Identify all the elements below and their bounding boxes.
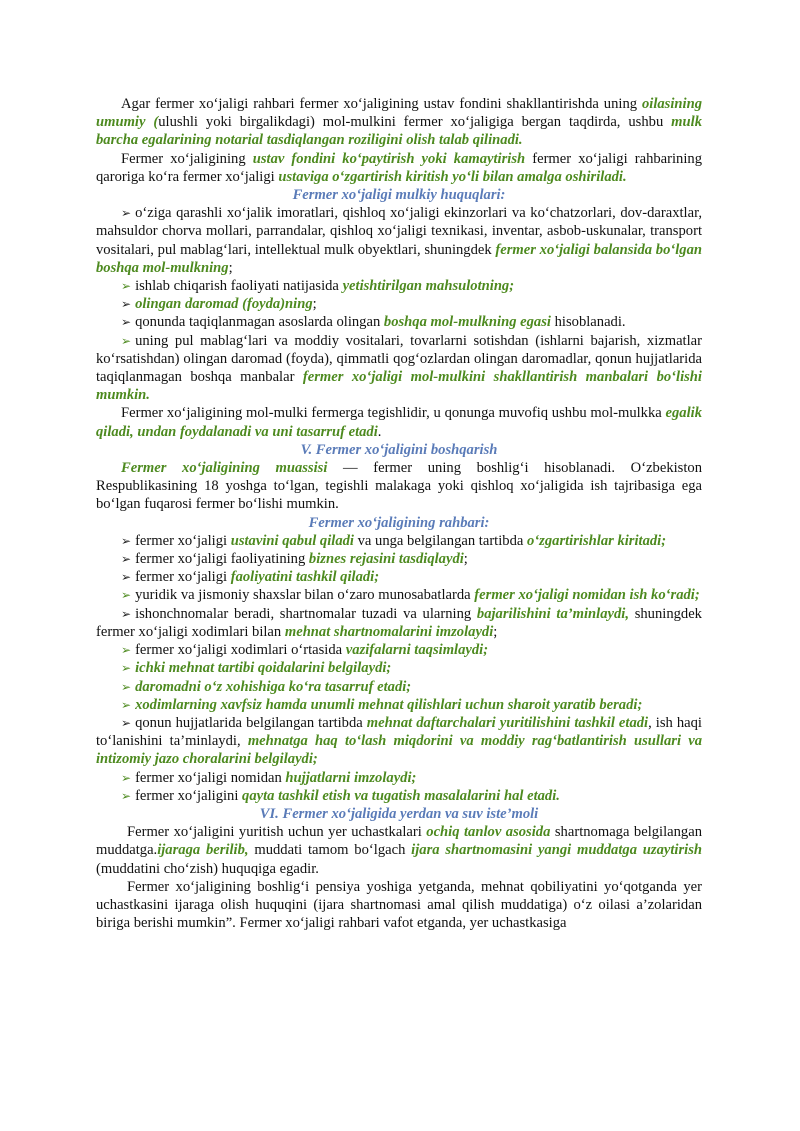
bullet-item [96, 532, 702, 550]
highlighted-phrase: Fermer xo‘jaligining muassisi [121, 460, 328, 477]
text-segment: Fermer xo‘jaligining [121, 150, 253, 167]
section-heading: Fermer xo‘jaligi mulkiy huquqlari: [292, 187, 506, 204]
bullet-item [96, 204, 702, 277]
section-heading: Fermer xo‘jaligining rahbari: [308, 514, 490, 531]
text-segment: ; [228, 259, 233, 276]
text-segment: Agar fermer xo‘jaligi rahbari fermer xo‘jaligining ustav fondini shakllantirishda uning [121, 96, 642, 112]
arrow-bullet-icon: ➢ [121, 297, 132, 312]
text-segment: fermer xo‘jaligi [135, 532, 231, 549]
text-segment: ; [312, 296, 317, 313]
highlighted-phrase: qayta tashkil etish va tugatish masalalarini hal etadi. [242, 787, 560, 804]
text-segment: — fermer uning boshlig‘i hisoblanadi. O‘zbekiston Respublikasining 18 yoshga to‘lgan, tegishli malakaga yoki qishloq xo‘jaligida ish tajribasiga ega bo‘lgan fuqarosi fermer bo‘lishi mumkin. [96, 460, 702, 513]
text-segment: fermer xo‘jaligi faoliyatining [135, 551, 309, 568]
text-segment: (muddatini cho‘zish) huquqiga egadir. [96, 860, 319, 877]
text-segment: ishlab chiqarish faoliyati natijasida [135, 278, 343, 295]
arrow-bullet-icon: ➢ [121, 206, 132, 221]
document-body [96, 95, 702, 932]
bullet-item [96, 313, 702, 331]
arrow-bullet-icon: ➢ [121, 643, 132, 658]
highlighted-phrase: ustavini qabul qiladi [230, 532, 354, 549]
highlighted-phrase: oilasining umumiy ( [96, 96, 702, 131]
highlighted-phrase: fermer xo‘jaligi balansida bo‘lgan boshqa mol-mulkning [96, 241, 703, 276]
text-segment: shuningdek fermer xo‘jaligi xodimlari bilan [96, 605, 702, 640]
text-segment: yuridik va jismoniy shaxslar bilan o‘zaro munosabatlarda [135, 587, 475, 604]
highlighted-phrase: vazifalarni taqsimlaydi; [345, 642, 489, 659]
arrow-bullet-icon: ➢ [121, 570, 132, 585]
bullet-item [96, 659, 702, 677]
highlighted-phrase: ijaraga berilib, [157, 842, 249, 859]
arrow-bullet-icon: ➢ [121, 333, 132, 348]
bullet-item [96, 277, 702, 295]
text-segment: ulushli yoki birgalikdagi) mol-mulkini fermer xo‘jaligiga bergan taqdirda, ushbu [158, 114, 672, 131]
arrow-bullet-icon: ➢ [121, 788, 132, 803]
highlighted-phrase: ichki mehnat tartibi qoidalarini belgilaydi; [135, 660, 392, 677]
highlighted-phrase: mehnat daftarchalari yuritilishini tashkil etadi [366, 714, 649, 731]
text-segment: Fermer xo‘jaligining mol-mulki fermerga tegishlidir, u qonunga muvofiq ushbu mol-mulkka [121, 405, 666, 422]
highlighted-phrase: egalik qiladi, undan foydalanadi va uni tasarruf etadi [96, 405, 702, 440]
bullet-item [96, 295, 702, 313]
bullet-item [96, 696, 702, 714]
highlighted-phrase: faoliyatini tashkil qiladi; [230, 569, 380, 586]
bullet-item [96, 714, 702, 769]
highlighted-phrase: ochiq tanlov asosida [426, 824, 551, 841]
body-paragraph [96, 95, 702, 150]
text-segment: muddati tamom bo‘lgach [248, 842, 412, 859]
text-segment: ; [493, 623, 498, 640]
text-segment: o‘ziga qarashli xo‘jalik imoratlari, qishloq xo‘jaligi ekinzorlari va ko‘chatzorlari, dov-daraxtlar, mahsuldor chorva mollari, parrandalar, qishloq xo‘jaligi texnikasi, inventar, asbob-uskunalar, transport vositalari, pul mablag‘lari, intellektual mulk obyektlari, shuningdek [96, 205, 702, 258]
bullet-item [96, 332, 702, 405]
arrow-bullet-icon: ➢ [121, 552, 132, 567]
highlighted-phrase: daromadni o‘z xohishiga ko‘ra tasarruf etadi; [135, 678, 412, 695]
body-paragraph [96, 878, 702, 933]
arrow-bullet-icon: ➢ [121, 679, 132, 694]
highlighted-phrase: mulk barcha egalarining notarial tasdiqlangan roziligini olish talab qilinadi. [96, 114, 702, 149]
arrow-bullet-icon: ➢ [121, 315, 132, 330]
arrow-bullet-icon: ➢ [121, 279, 132, 294]
bullet-item [96, 678, 702, 696]
text-segment: ; [463, 551, 468, 568]
text-segment: qonun hujjatlarida belgilangan tartibda [135, 714, 367, 731]
bullet-item [96, 586, 702, 604]
arrow-bullet-icon: ➢ [121, 715, 132, 730]
body-paragraph [96, 150, 702, 186]
section-heading: V. Fermer xo‘jaligini boshqarish [300, 441, 498, 458]
highlighted-phrase: ustav fondini ko‘paytirish yoki kamaytirish [252, 150, 526, 167]
text-segment: fermer xo‘jaligini [135, 787, 243, 804]
highlighted-phrase: biznes rejasini tasdiqlaydi [308, 551, 464, 568]
bullet-item [96, 568, 702, 586]
text-segment: fermer xo‘jaligi [135, 569, 231, 586]
text-segment: shartnomaga belgilangan muddatga. [96, 824, 703, 859]
highlighted-phrase: olingan daromad (foyda)ning [135, 296, 313, 313]
highlighted-phrase: o‘zgartirishlar kiritadi; [527, 532, 667, 549]
text-segment: Fermer xo‘jaligining boshlig‘i pensiya yoshiga yetganda, mehnat qobiliyatini yo‘qotganda yer uchastkasini ijaraga olish huquqini (ijara shartnomasi amal qilish muddatiga) o‘z oilasi a’zolaridan biriga berishi mumkin”. Fermer xo‘jaligi rahbari vafot etganda, yer uchastkasiga [96, 878, 702, 932]
text-segment: hisoblanadi. [550, 314, 626, 331]
body-paragraph [96, 459, 702, 514]
highlighted-phrase: bajarilishini ta’minlaydi, [476, 605, 629, 622]
highlighted-phrase: hujjatlarni imzolaydi; [285, 769, 417, 786]
body-paragraph [96, 404, 702, 440]
bullet-item [96, 605, 702, 641]
text-segment: fermer xo‘jaligi rahbarining qaroriga ko‘ra fermer xo‘jaligi [96, 150, 702, 185]
text-segment: Fermer xo‘jaligini yuritish uchun yer uchastkalari [127, 824, 427, 841]
highlighted-phrase: mehnat shartnomalarini imzolaydi [284, 623, 494, 640]
body-paragraph [96, 823, 702, 878]
arrow-bullet-icon: ➢ [121, 697, 132, 712]
bullet-item [96, 769, 702, 787]
section-heading: VI. Fermer xo‘jaligida yerdan va suv iste’moli [259, 805, 539, 822]
highlighted-phrase: fermer xo‘jaligi nomidan ish ko‘radi; [474, 587, 700, 604]
text-segment: ishonchnomalar beradi, shartnomalar tuzadi va ularning [135, 605, 477, 622]
text-segment: . [377, 423, 382, 440]
highlighted-phrase: fermer xo‘jaligi mol-mulkini shakllantirish manbalari bo‘lishi mumkin. [96, 369, 702, 404]
highlighted-phrase: ustaviga o‘zgartirish kiritish yo‘li bilan amalga oshiriladi. [278, 168, 627, 185]
text-segment: va unga belgilangan tartibda [353, 532, 528, 549]
arrow-bullet-icon: ➢ [121, 588, 132, 603]
arrow-bullet-icon: ➢ [121, 661, 132, 676]
bullet-item [96, 787, 702, 805]
highlighted-phrase: xodimlarning xavfsiz hamda unumli mehnat qilishlari uchun sharoit yaratib beradi; [135, 696, 643, 713]
text-segment: fermer xo‘jaligi xodimlari o‘rtasida [135, 642, 346, 659]
text-segment: , ish haqi to‘lanishini ta’minlaydi, [96, 714, 702, 750]
highlighted-phrase: ijara shartnomasini yangi muddatga uzaytirish [411, 842, 703, 859]
bullet-item [96, 641, 702, 659]
text-segment: uning pul mablag‘lari va moddiy vositalari, tovarlarni sotishdan (ishlarni bajarish, xizmatlar ko‘rsatishdan) olingan daromad (foyda), qimmatli qog‘ozlardan olingan daromadlar, qonun hujjatlarida taqiqlanmagan boshqa manbalar [96, 332, 702, 386]
arrow-bullet-icon: ➢ [121, 770, 132, 785]
text-segment: qonunda taqiqlanmagan asoslarda olingan [135, 314, 384, 331]
arrow-bullet-icon: ➢ [121, 533, 132, 548]
highlighted-phrase: mehnatga haq to‘lash miqdorini va moddiy rag‘batlantirish usullari va intizomiy jazo choralarini belgilaydi; [96, 733, 702, 768]
text-segment: fermer xo‘jaligi nomidan [135, 769, 286, 786]
highlighted-phrase: yetishtirilgan mahsulotning; [342, 278, 515, 295]
arrow-bullet-icon: ➢ [121, 606, 132, 621]
highlighted-phrase: boshqa mol-mulkning egasi [383, 314, 551, 331]
bullet-item [96, 550, 702, 568]
